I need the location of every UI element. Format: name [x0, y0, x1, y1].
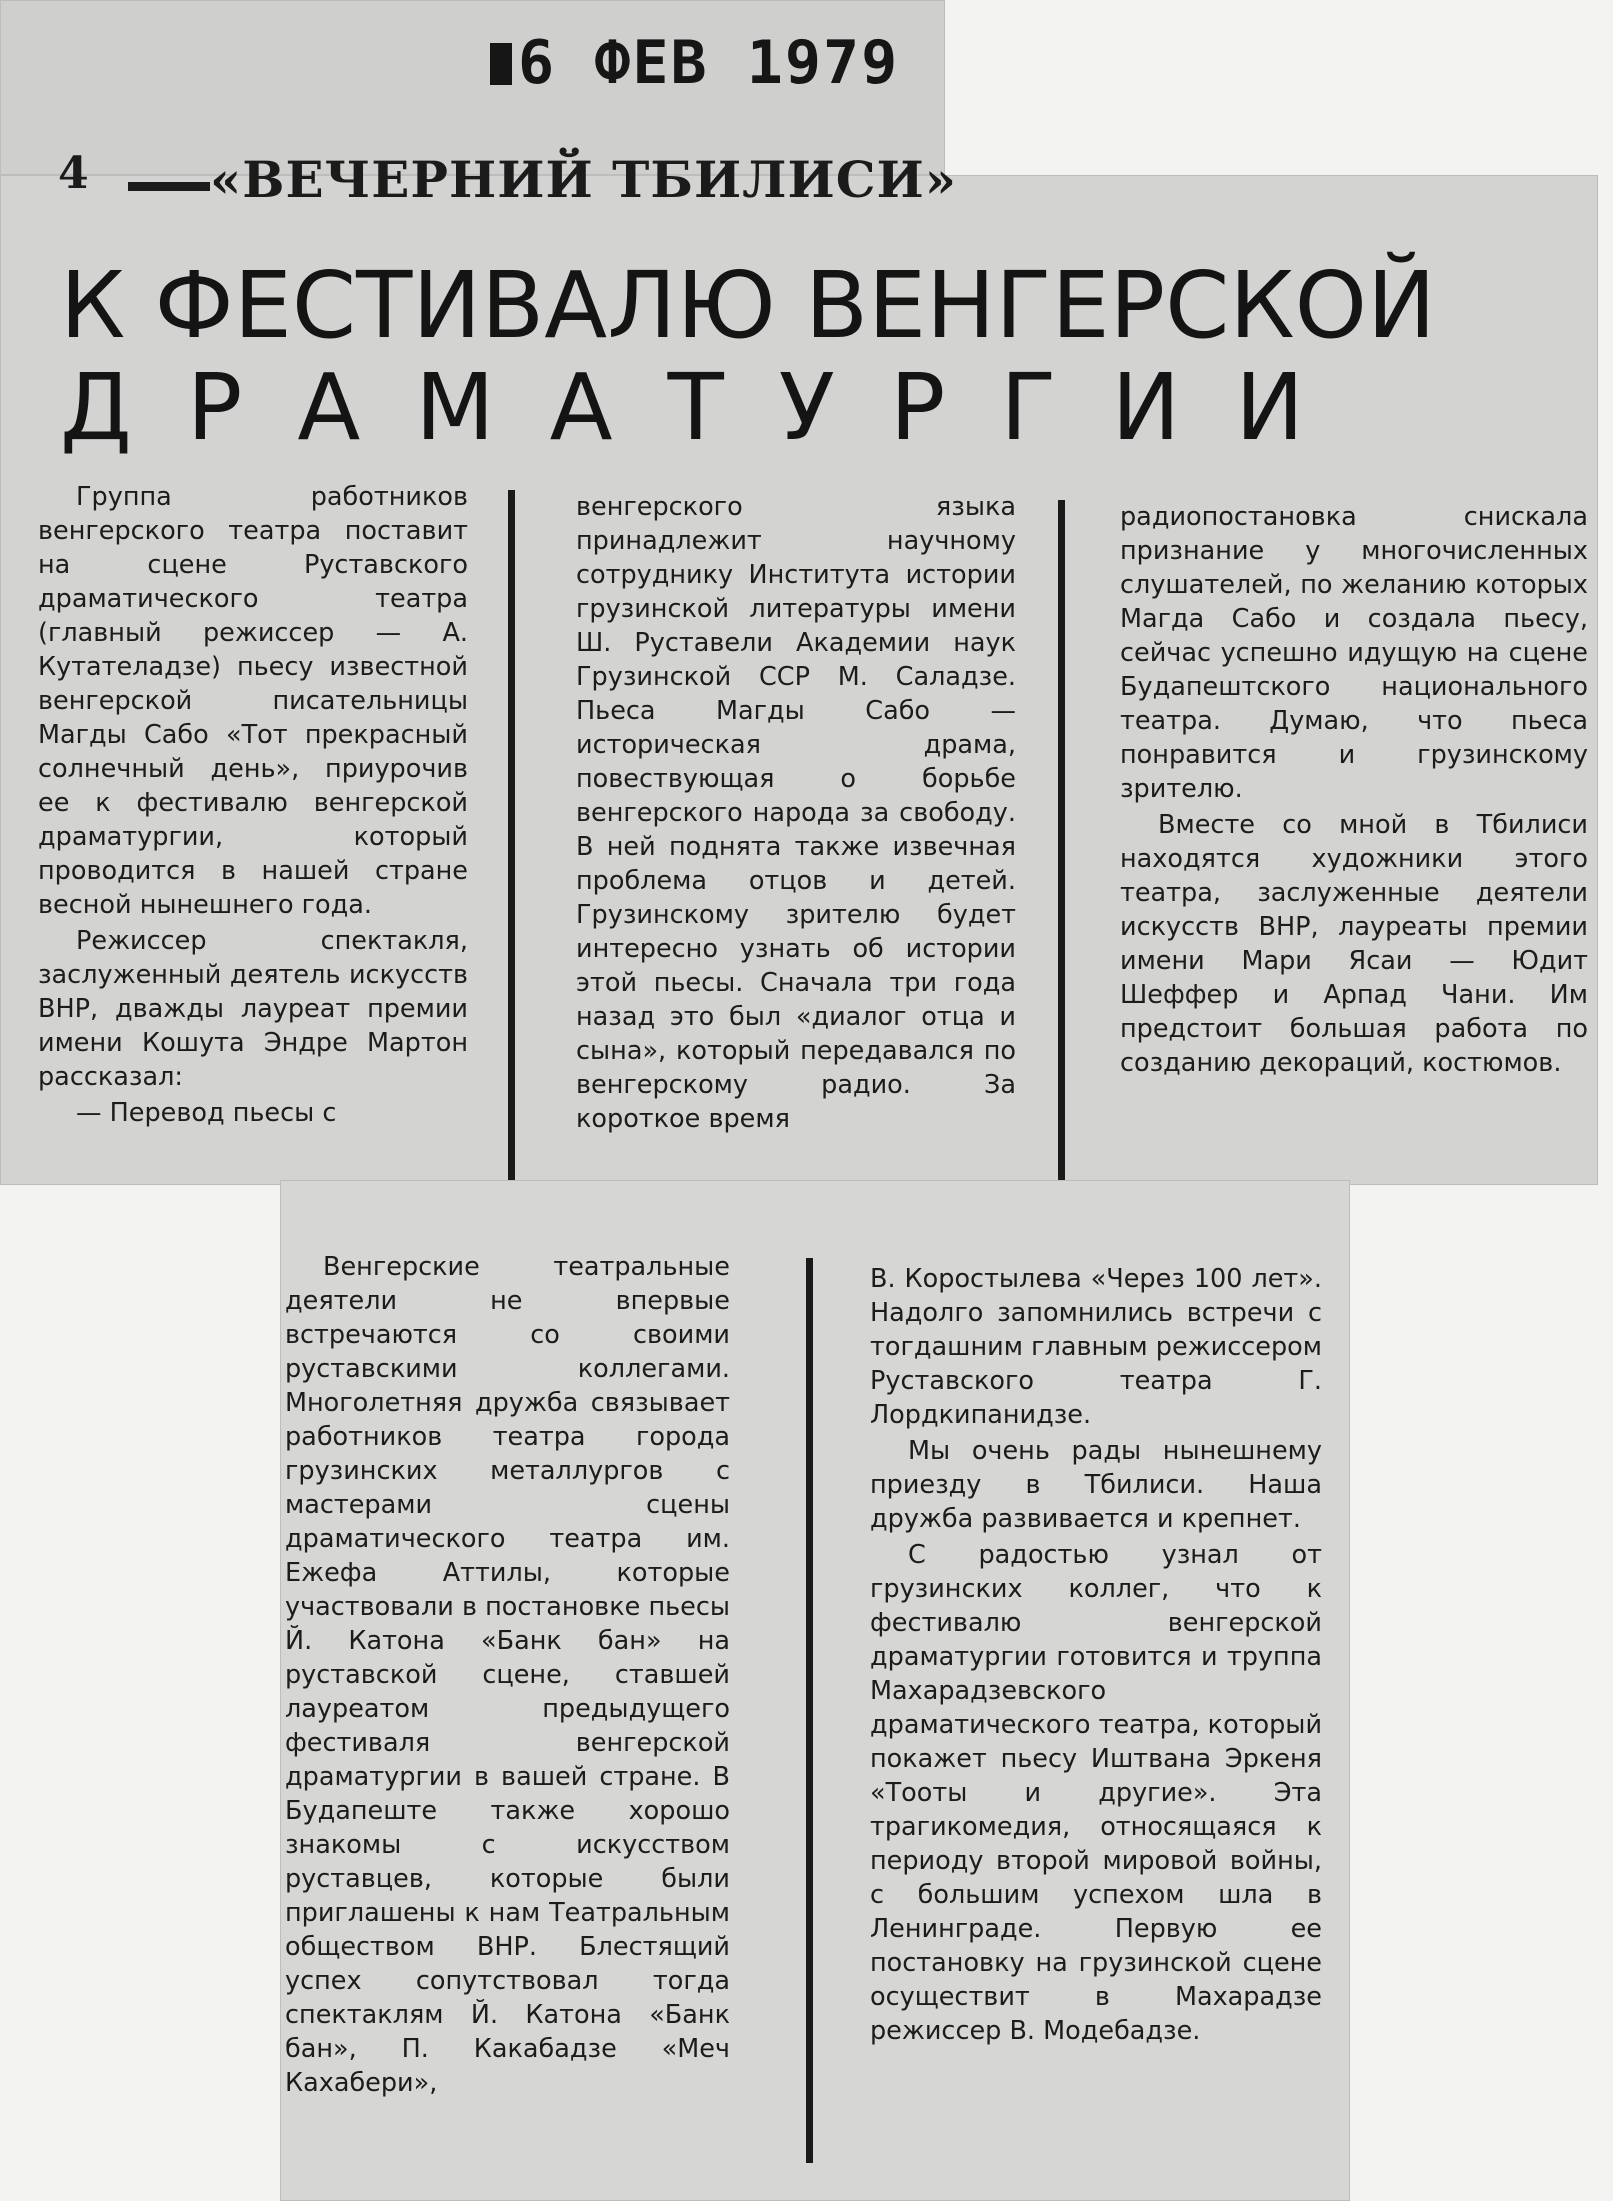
- paragraph: В. Коростылева «Через 100 лет». Надолго запомнились встречи с тогдашним главным режиссером Руставского театра Г. Лордкипанидзе.: [870, 1264, 1322, 1430]
- paragraph: Мы очень рады нынешнему приезду в Тбилиси. Наша дружба развивается и крепнет.: [870, 1436, 1322, 1534]
- paragraph: С радостью узнал от грузинских коллег, что к фестивалю венгерской драматургии готовится и труппа Махарадзевского драматического театра, который покажет пьесу Иштвана Эркеня «Тооты и другие». Эта трагикомедия, относящаяся к периоду второй мировой войны, с большим успехом шла в Ленинграде. Первую ее постановку на грузинской сцене осуществит в Махарадзе режиссер В. Модебадзе.: [870, 1540, 1323, 2046]
- article-column-2: [576, 490, 1016, 1138]
- paragraph: радиопостановка снискала признание у многочисленных слушателей, по желанию которых Магда Сабо и создала пьесу, сейчас успешно идущую на сцене Будапештского национального театра. Думаю, что пьеса понравится и грузинскому зрителю.: [1120, 502, 1588, 804]
- headline-line-1: К ФЕСТИВАЛЮ ВЕНГЕРСКОЙ: [60, 252, 1436, 359]
- article-column-1: [38, 480, 468, 1132]
- newspaper-title: «ВЕЧЕРНИЙ ТБИЛИСИ»: [210, 150, 958, 209]
- column-divider: [806, 1258, 813, 2163]
- paragraph: венгерского языка принадлежит научному сотруднику Института истории грузинской литературы имени Ш. Руставели Академии наук Грузинской ССР М. Саладзе. Пьеса Магды Сабо — историческая драма, повествующая о борьбе венгерского народа за свободу. В ней поднята также извечная проблема отцов и детей. Грузинскому зрителю будет интересно узнать об истории этой пьесы. Сначала три года назад это был «диалог отца и сына», который передавался по венгерскому радио. За короткое время: [576, 492, 1016, 1134]
- column-divider: [508, 490, 515, 1180]
- headline-line-2: ДРАМАТУРГИИ: [60, 354, 1360, 461]
- article-column-5: [870, 1262, 1322, 2050]
- page-number: 4: [58, 148, 89, 199]
- paragraph: Режиссер спектакля, заслуженный деятель искусств ВНР, дважды лауреат премии имени Кошута Эндре Мартон рассказал:: [38, 926, 468, 1092]
- article-column-3: [1120, 500, 1588, 1082]
- article-headline: [60, 252, 1590, 461]
- paragraph: Венгерские театральные деятели не впервые встречаются со своими руставскими коллегами. Многолетняя дружба связывает работников театра города грузинских металлургов с мастерами сцены драматического театра им. Ежефа Аттилы, которые участвовали в постановке пьесы Й. Катона «Банк бан» на руставской сцене, ставшей лауреатом предыдущего фестиваля венгерской драматургии в вашей стране. В Будапеште также хорошо знакомы с искусством руставцев, которые были приглашены к нам Театральным обществом ВНР. Блестящий успех сопутствовал тогда спектаклям Й. Катона «Банк бан», П. Какабадзе «Меч Кахабери»,: [285, 1252, 730, 2098]
- stamp-date-text: 6 ФЕВ 1979: [518, 28, 900, 98]
- paragraph: Группа работников венгерского театра поставит на сцене Руставского драматического театра (главный режиссер — А. Кутателадзе) пьесу известной венгерской писательницы Магды Сабо «Тот прекрасный солнечный день», приурочив ее к фестивалю венгерской драматургии, который проводится в нашей стране весной нынешнего года.: [38, 482, 468, 920]
- date-stamp: [490, 28, 899, 98]
- masthead-dash: [128, 182, 210, 191]
- paragraph: — Перевод пьесы с: [76, 1098, 337, 1128]
- stamp-mark-icon: [490, 43, 512, 85]
- paragraph: Вместе со мной в Тбилиси находятся художники этого театра, заслуженные деятели искусств ВНР, лауреаты премии имени Мари Ясаи — Юдит Шеффер и Арпад Чани. Им предстоит большая работа по созданию декораций, костюмов.: [1120, 810, 1588, 1078]
- column-divider: [1058, 500, 1065, 1180]
- article-column-4: [285, 1250, 730, 2102]
